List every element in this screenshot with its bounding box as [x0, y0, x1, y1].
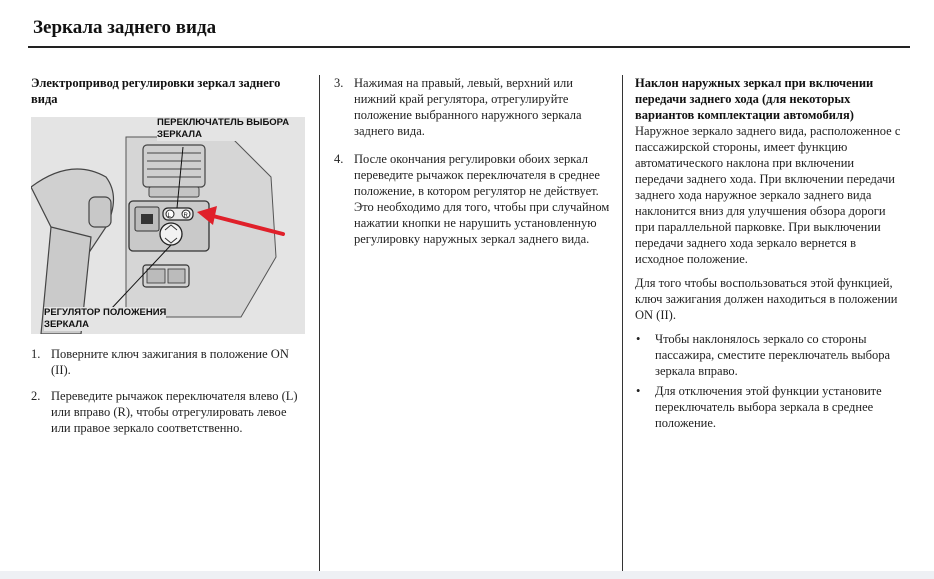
steps-list-2 — [334, 75, 614, 247]
page-title: Зеркала заднего вида — [33, 17, 217, 38]
step-number: 1. — [31, 347, 41, 361]
switch-right-label: R — [183, 213, 188, 219]
bullet-icon: • — [636, 384, 641, 398]
mirror-selector-switch — [163, 208, 193, 220]
column-divider-1 — [319, 75, 320, 571]
mirror-controls-figure — [31, 117, 305, 334]
step-text: Нажимая на правый, левый, верхний или нижний край регулятора, отрегулируйте положение выбранного наружного зеркала заднего вида. — [354, 76, 582, 138]
bullet-text: Чтобы наклонялось зеркало со стороны пассажира, сместите переключатель выбора зеркала вправо. — [655, 332, 891, 378]
air-vent — [143, 145, 205, 197]
list-item — [635, 383, 903, 431]
step-number: 3. — [334, 76, 344, 90]
bullet-list — [635, 331, 903, 431]
mirror-adjuster-knob — [160, 223, 182, 245]
section-heading-mirror-adjust: Электропривод регулировки зеркал заднего вида — [31, 76, 281, 106]
title-divider — [28, 46, 910, 48]
step-text: Переведите рычажок переключателя влево (L) или вправо (R), чтобы отрегулировать левое или правое зеркало соответственно. — [51, 389, 298, 435]
list-item — [334, 75, 614, 139]
lower-switch-block — [143, 265, 189, 287]
column-divider-2 — [622, 75, 623, 571]
step-number: 2. — [31, 389, 41, 403]
steps-list-1 — [31, 346, 306, 436]
figure-label-mirror-selector: ПЕРЕКЛЮЧАТЕЛЬ ВЫБОРА ЗЕРКАЛА — [157, 117, 290, 140]
bullet-icon: • — [636, 332, 641, 346]
list-item — [31, 346, 306, 378]
page-bottom-band — [0, 571, 934, 579]
step-text: После окончания регулировки обоих зеркал переведите рычажок переключателя в среднее положение, в котором регулятор не действует. Это необходимо для того, чтобы при случайном нажатии кнопки не нарушить установленную регулировку наружных зеркал заднего вида. — [354, 152, 610, 246]
dashboard-illustration — [31, 117, 305, 334]
list-item — [334, 151, 614, 247]
switch-left-label: L — [167, 213, 171, 219]
column-3 — [635, 75, 903, 435]
column-2 — [334, 75, 614, 257]
list-item — [31, 388, 306, 436]
section-heading-reverse-tilt: Наклон наружных зеркал при включении передачи заднего хода (для некоторых вариантов комплектации автомобиля) — [635, 76, 874, 122]
step-number: 4. — [334, 152, 344, 166]
paragraph-reverse-tilt-description: Наружное зеркало заднего вида, расположенное с пассажирской стороны, имеет функцию автоматического наклона при включении передачи заднего хода. При включении передачи заднего хода наружное зеркало заднего вида наклонится вниз для улучшения обзора дороги при параллельной парковке. При выключении передачи заднего хода зеркало вернется в исходное положение. — [635, 124, 901, 266]
step-text: Поверните ключ зажигания в положение ON (II). — [51, 347, 289, 377]
list-item — [635, 331, 903, 379]
figure-label-mirror-adjuster: РЕГУЛЯТОР ПОЛОЖЕНИЯ ЗЕРКАЛА — [44, 307, 167, 330]
column-1 — [31, 75, 306, 107]
paragraph-ignition-requirement: Для того чтобы воспользоваться этой функцией, ключ зажигания должен находиться в положении ON (II). — [635, 276, 898, 322]
bullet-text: Для отключения этой функции установите переключатель выбора зеркала в среднее положение. — [655, 384, 882, 430]
column-1-steps — [31, 346, 306, 446]
